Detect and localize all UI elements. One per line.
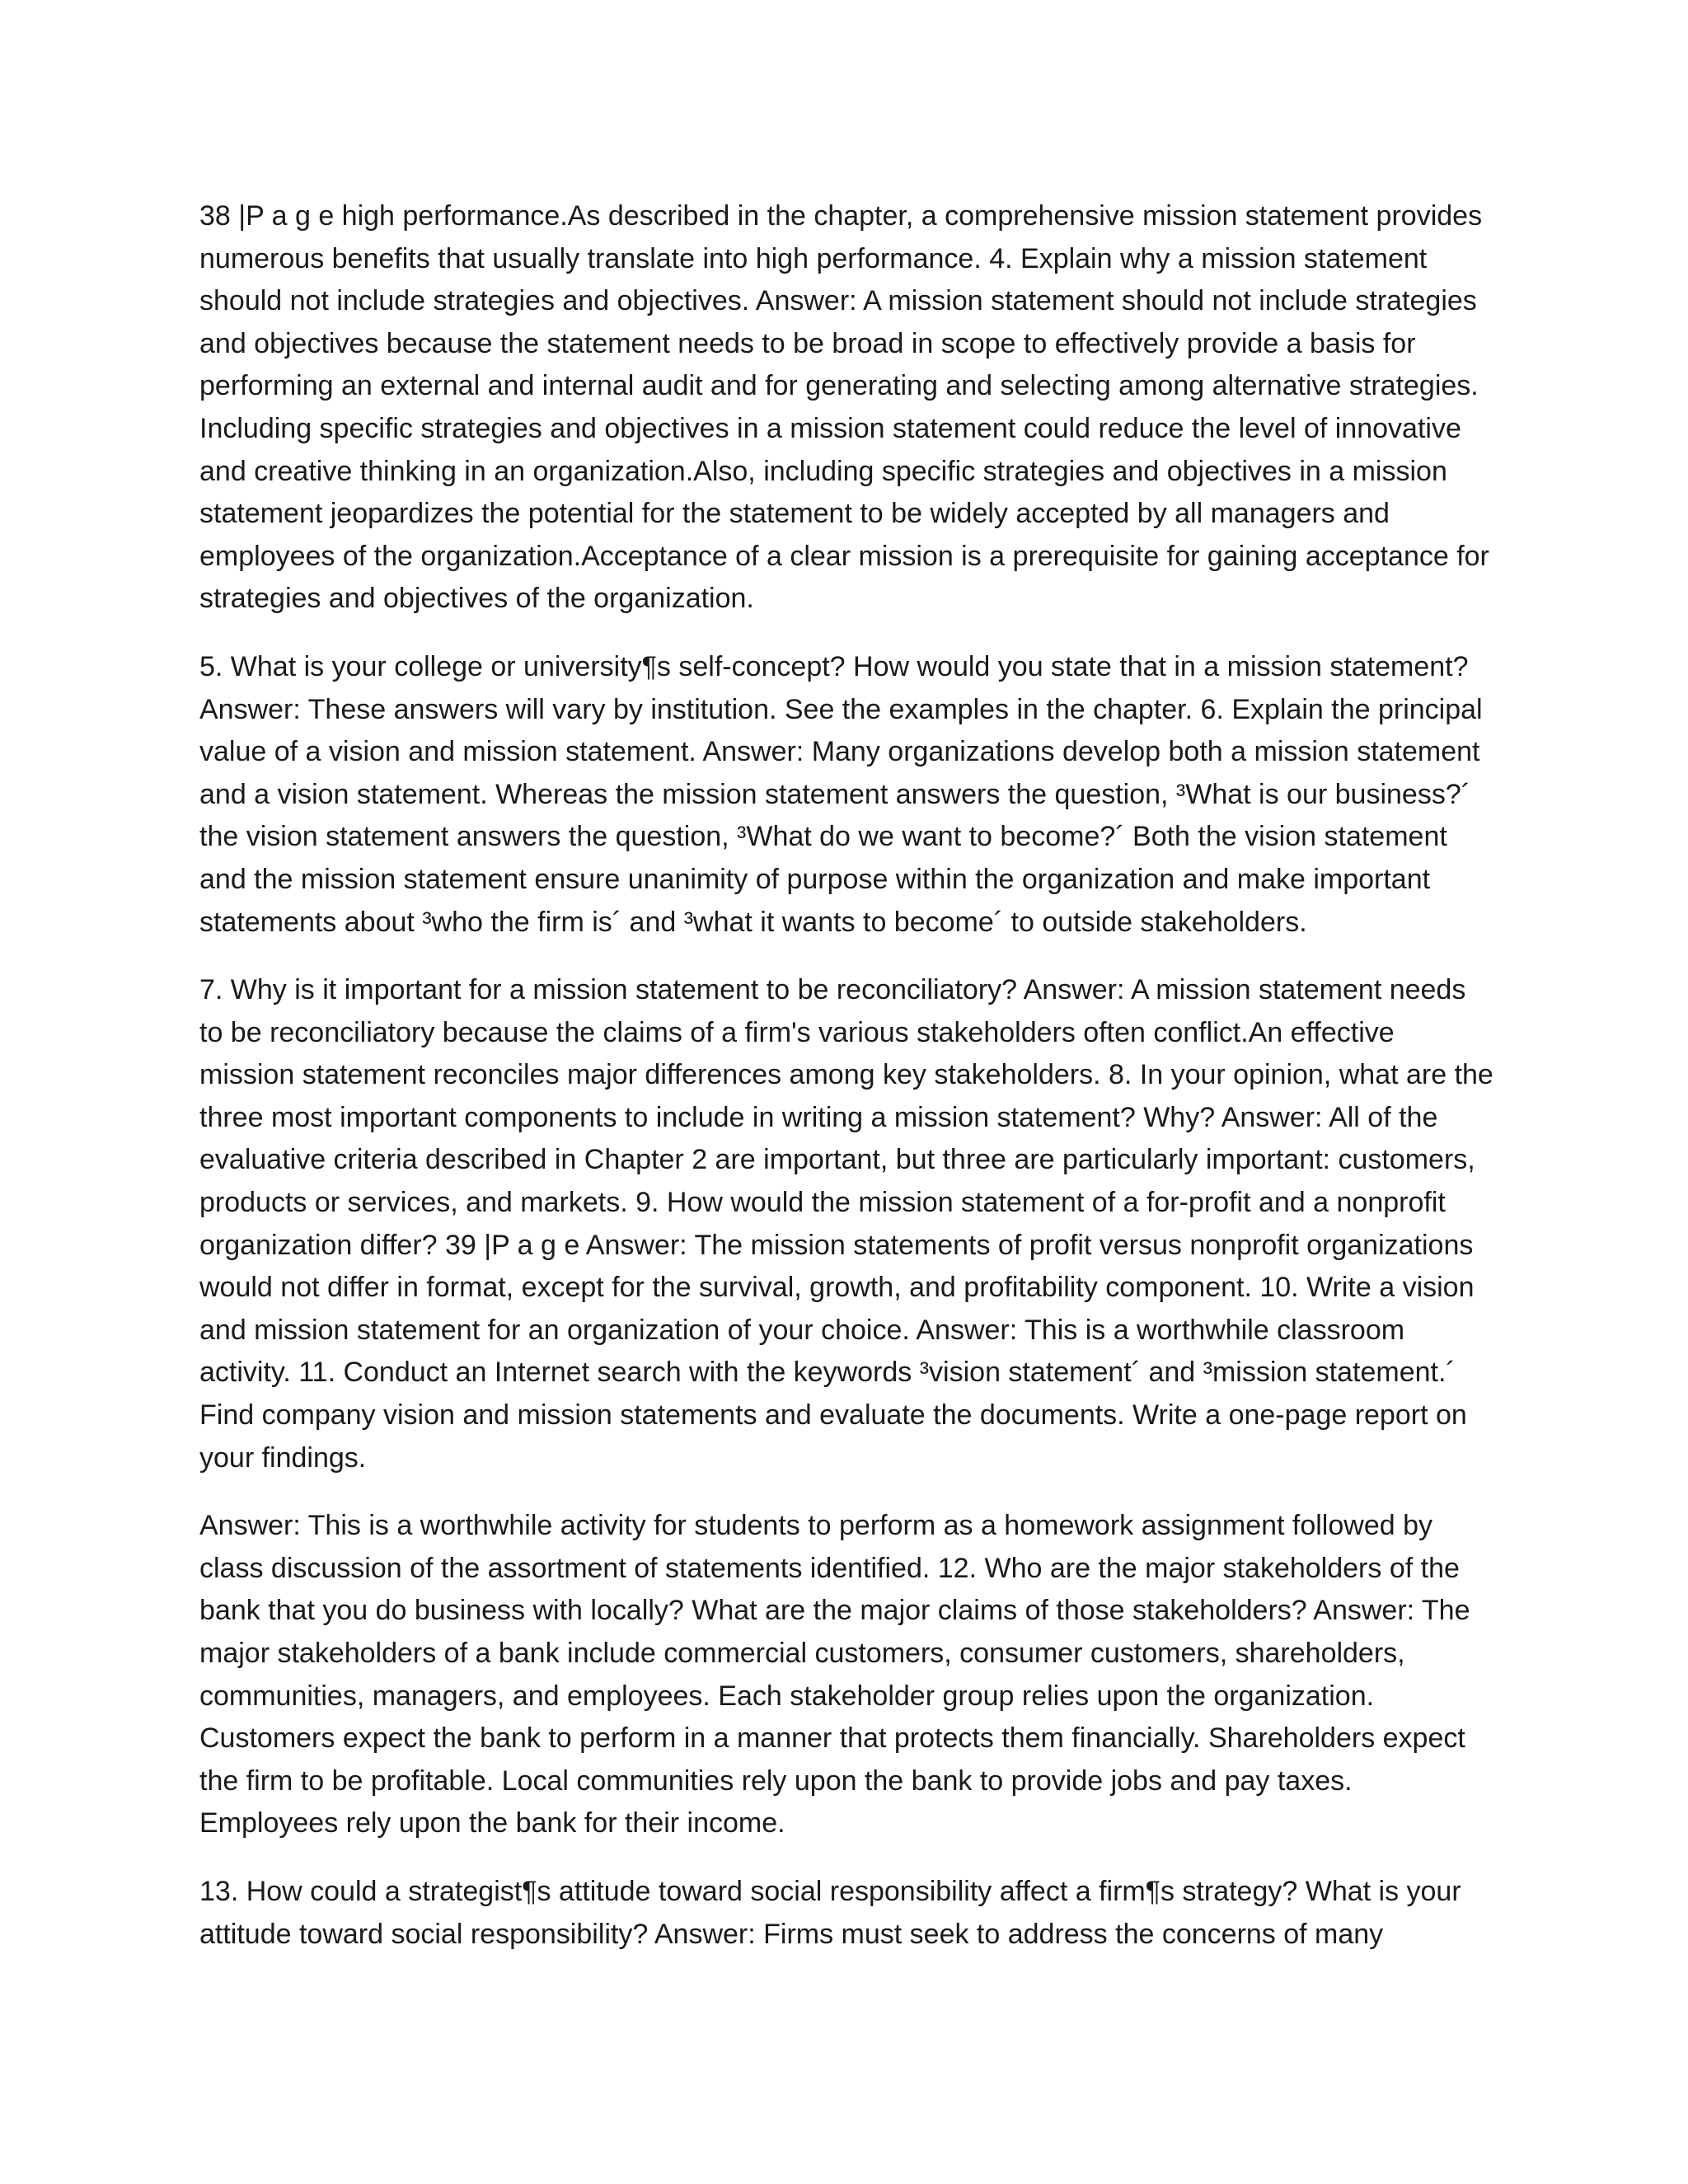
paragraph-5: 13. How could a strategist¶s attitude toward social responsibility affect a firm¶s strategy? What is your attitude toward social responsibility? Answer: Firms must seek to address the concerns of many [199,1875,1461,1950]
paragraph-3: 7. Why is it important for a mission statement to be reconciliatory? Answer: A mission statement needs to be reconciliatory because the claims of a firm's various stakeholders often conflict.An effective mission statement reconciles major differences among key stakeholders. 8. In your opinion, what are the three most important components to include in writing a mission statement? Why? Answer: All of the evaluative criteria described in Chapter 2 are important, but three are particularly important: customers, products or services, and markets. 9. How would the mission statement of a for-profit and a nonprofit organization differ? 39 |P a g e Answer: The mission statements of profit versus nonprofit organizations would not differ in format, except for the survival, growth, and profitability component. 10. Write a vision and mission statement for an organization of your choice. Answer: This is a worthwhile classroom activity. 11. Conduct an Internet search with the keywords ³vision statement´ and ³mission statement.´ Find company vision and mission statements and evaluate the documents. Write a one-page report on your findings. [199,974,1493,1474]
document-body [199,195,1493,1981]
paragraph-1: 38 |P a g e high performance.As described in the chapter, a comprehensive mission statement provides numerous benefits that usually translate into high performance. 4. Explain why a mission statement should not include strategies and objectives. Answer: A mission statement should not include strategies and objectives because the statement needs to be broad in scope to effectively provide a basis for performing an external and internal audit and for generating and selecting among alternative strategies. Including specific strategies and objectives in a mission statement could reduce the level of innovative and creative thinking in an organization.Also, including specific strategies and objectives in a mission statement jeopardizes the potential for the statement to be widely accepted by all managers and employees of the organization.Acceptance of a clear mission is a prerequisite for gaining acceptance for strategies and objectives of the organization. [199,200,1489,615]
paragraph-4: Answer: This is a worthwhile activity for students to perform as a homework assignment followed by class discussion of the assortment of statements identified. 12. Who are the major stakeholders of the bank that you do business with locally? What are the major claims of those stakeholders? Answer: The major stakeholders of a bank include commercial customers, consumer customers, shareholders, communities, managers, and employees. Each stakeholder group relies upon the organization. Customers expect the bank to perform in a manner that protects them financially. Shareholders expect the firm to be profitable. Local communities rely upon the bank to provide jobs and pay taxes. Employees rely upon the bank for their income. [199,1510,1470,1840]
paragraph-2: 5. What is your college or university¶s self-concept? How would you state that in a mission statement? Answer: These answers will vary by institution. See the examples in the chapter. 6. Explain the principal value of a vision and mission statement. Answer: Many organizations develop both a mission statement and a vision statement. Whereas the mission statement answers the question, ³What is our business?´ the vision statement answers the question, ³What do we want to become?´ Both the vision statement and the mission statement ensure unanimity of purpose within the organization and make important statements about ³who the firm is´ and ³what it wants to become´ to outside stakeholders. [199,650,1483,938]
